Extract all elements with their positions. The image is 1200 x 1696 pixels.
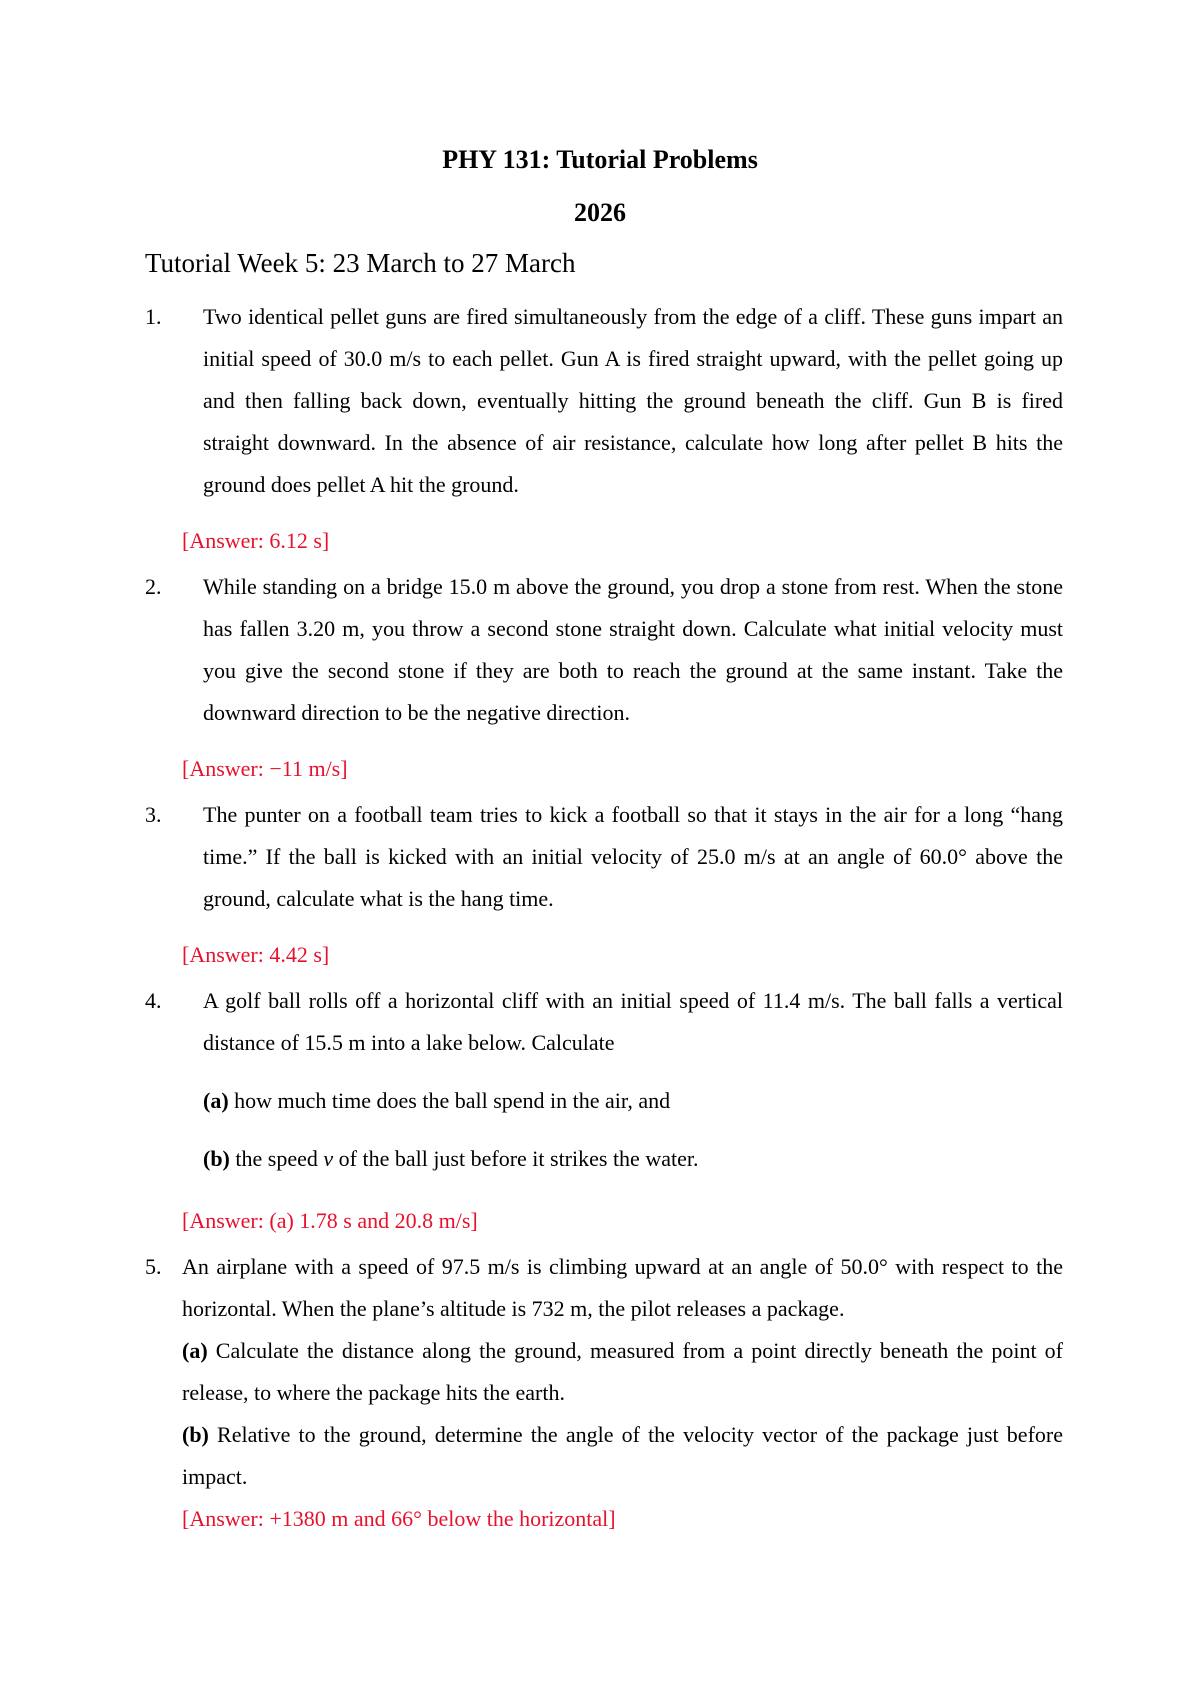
part-label: (b) bbox=[203, 1146, 230, 1171]
problem-text: Two identical pellet guns are fired simultaneously from the edge of a cliff. These guns impart an initial speed of 30.0 m/s to each pellet. Gun A is fired straight upward, with the pellet going up and then falling back down, eventually hitting the ground beneath the cliff. Gun B is fired straight downward. In the absence of air resistance, calculate how long after pellet B hits the ground does pellet A hit the ground. bbox=[203, 304, 1063, 497]
answer-4: [Answer: (a) 1.78 s and 20.8 m/s] bbox=[182, 1208, 478, 1233]
problem-text: The punter on a football team tries to kick a football so that it stays in the air for a long “hang time.” If the ball is kicked with an initial velocity of 25.0 m/s at an angle of 60.0° above the ground, calculate what is the hang time. bbox=[203, 802, 1063, 911]
problem-number: 1. bbox=[145, 304, 162, 329]
problem-4-part-b bbox=[145, 1138, 1063, 1180]
part-text-after: of the ball just before it strikes the water. bbox=[333, 1146, 699, 1171]
variable-v: v bbox=[323, 1146, 334, 1171]
problem-number: 3. bbox=[145, 802, 162, 827]
problem-text: A golf ball rolls off a horizontal cliff with an initial speed of 11.4 m/s. The ball falls a vertical distance of 15.5 m into a lake below. Calculate bbox=[203, 988, 1063, 1055]
part-label: (a) bbox=[182, 1338, 208, 1363]
problem-5-part-a bbox=[145, 1330, 1063, 1414]
answer-5: [Answer: +1380 m and 66° below the horizontal] bbox=[182, 1506, 616, 1531]
problem-1 bbox=[145, 296, 1063, 506]
problem-4-part-a bbox=[145, 1080, 1063, 1122]
problem-3 bbox=[145, 794, 1063, 920]
document-title: PHY 131: Tutorial Problems bbox=[442, 145, 758, 174]
problem-2 bbox=[145, 566, 1063, 734]
problem-4 bbox=[145, 980, 1063, 1064]
problem-number: 2. bbox=[145, 574, 162, 599]
part-text: Relative to the ground, determine the angle of the velocity vector of the package just before impact. bbox=[182, 1422, 1063, 1489]
part-text: how much time does the ball spend in the air, and bbox=[228, 1088, 671, 1113]
problem-number: 4. bbox=[145, 988, 162, 1013]
document-year: 2026 bbox=[574, 198, 626, 227]
answer-3: [Answer: 4.42 s] bbox=[182, 942, 330, 967]
problem-text: An airplane with a speed of 97.5 m/s is climbing upward at an angle of 50.0° with respect to the horizontal. When the plane’s altitude is 732 m, the pilot releases a package. bbox=[182, 1254, 1063, 1321]
part-text: the speed bbox=[229, 1146, 324, 1171]
problem-5 bbox=[145, 1246, 1063, 1330]
problem-5-part-b bbox=[145, 1414, 1063, 1498]
answer-1: [Answer: 6.12 s] bbox=[182, 528, 330, 553]
answer-2: [Answer: −11 m/s] bbox=[182, 756, 348, 781]
problem-text: While standing on a bridge 15.0 m above the ground, you drop a stone from rest. When the stone has fallen 3.20 m, you throw a second stone straight down. Calculate what initial velocity must you give the second stone if they are both to reach the ground at the same instant. Take the downward direction to be the negative direction. bbox=[203, 574, 1063, 725]
problem-number: 5. bbox=[145, 1254, 162, 1279]
part-text: Calculate the distance along the ground, measured from a point directly beneath the point of release, to where the package hits the earth. bbox=[182, 1338, 1063, 1405]
problem-list bbox=[145, 296, 1063, 1544]
tutorial-week-heading: Tutorial Week 5: 23 March to 27 March bbox=[145, 248, 576, 278]
part-label: (b) bbox=[182, 1422, 209, 1447]
part-label: (a) bbox=[203, 1088, 229, 1113]
